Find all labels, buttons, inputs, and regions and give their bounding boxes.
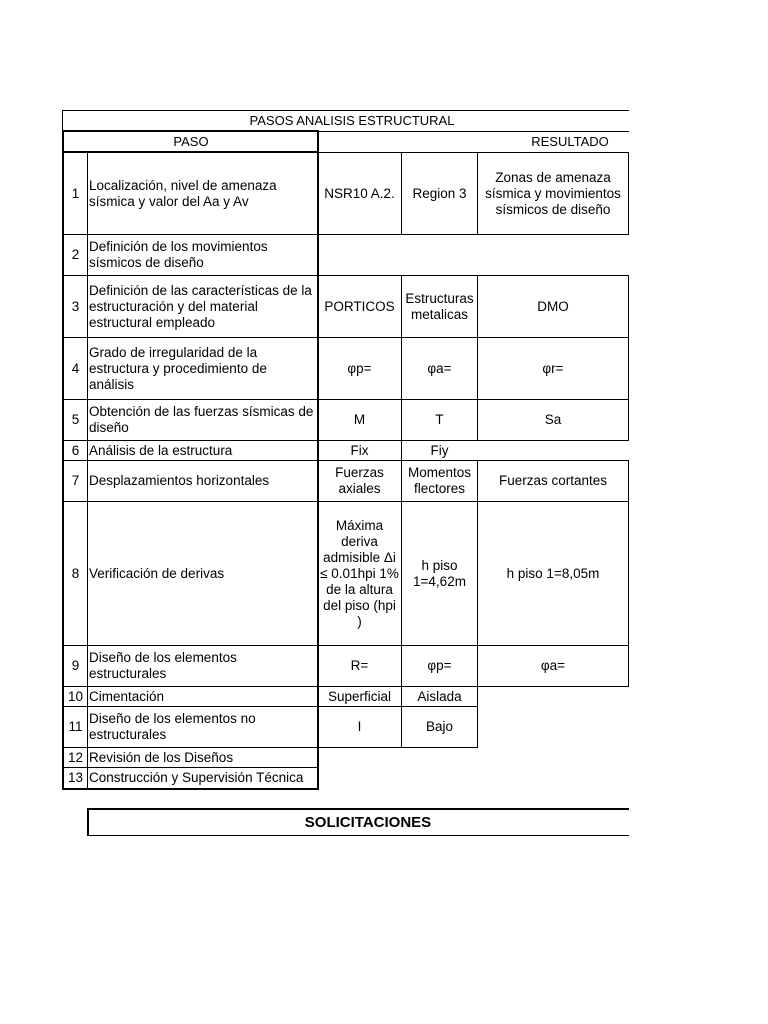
result-cell: h piso 1=4,62m	[413, 557, 466, 589]
result-cell: Fuerzas cortantes	[498, 473, 608, 488]
solicitaciones-title: SOLICITACIONES	[304, 814, 432, 831]
result-cell: Fiy	[430, 442, 449, 458]
row-paso: Definición de los movimientos sísmicos de diseño	[89, 239, 268, 270]
row-number: 12	[67, 749, 84, 765]
result-cell: PORTICOS	[324, 298, 395, 314]
result-cell: T	[435, 412, 444, 427]
result-cell: NSR10 A.2.	[324, 185, 395, 201]
result-cell: φr=	[542, 360, 564, 376]
result-cell: I	[357, 719, 362, 734]
row-number: 5	[71, 412, 80, 427]
result-cell: φa=	[540, 658, 566, 673]
result-cell: Superficial	[327, 688, 392, 704]
row-paso: Localización, nivel de amenaza sísmica y valor del Aa y Av	[89, 177, 277, 209]
row-number: 10	[67, 688, 84, 704]
result-cell: Fuerzas axiales	[335, 465, 384, 496]
result-cell: Momentos flectores	[407, 465, 472, 496]
row-number: 4	[71, 360, 80, 376]
row-number: 9	[71, 658, 80, 673]
result-cell: R=	[350, 658, 369, 673]
header-paso: PASO	[173, 133, 209, 149]
result-cell: DMO	[537, 298, 569, 314]
row-number: 2	[71, 247, 80, 262]
row-number: 11	[68, 719, 83, 734]
result-cell: Zonas de amenaza sísmica y movimientos sísmicos de diseño	[485, 169, 621, 217]
row-paso: Definición de las características de la estructuración y del material estructural empleado	[89, 282, 312, 330]
result-cell: Region 3	[412, 185, 467, 201]
result-cell: φp=	[347, 360, 372, 376]
result-cell: h piso 1=8,05m	[506, 565, 600, 581]
row-number: 1	[71, 185, 80, 201]
result-cell: M	[353, 412, 366, 427]
result-cell: Máxima deriva admisible Δi ≤ 0.01hpi 1% de la altura del piso (hpi )	[320, 517, 399, 629]
result-cell: Bajo	[425, 719, 454, 734]
result-cell: φa=	[427, 360, 452, 376]
row-number: 6	[71, 442, 80, 458]
row-paso: Grado de irregularidad de la estructura y procedimiento de análisis	[89, 344, 267, 392]
result-cell: Sa	[544, 412, 562, 427]
result-cell: Aislada	[417, 688, 462, 704]
result-cell: Estructuras metalicas	[405, 290, 474, 322]
row-paso: Desplazamientos horizontales	[89, 473, 270, 488]
row-paso: Análisis de la estructura	[89, 442, 233, 458]
row-paso: Verificación de derivas	[89, 565, 225, 581]
solicitaciones-bottom-border	[87, 835, 629, 836]
grid-line-bottom	[62, 788, 319, 790]
row-paso: Diseño de los elementos estructurales	[89, 650, 237, 681]
row-paso: Obtención de las fuerzas sísmicas de diseño	[89, 404, 314, 435]
row-paso: Cimentación	[89, 688, 165, 704]
header-resultado: RESULTADO	[531, 134, 609, 149]
grid-line-header-top	[62, 130, 319, 132]
row-number: 3	[71, 298, 80, 314]
row-paso: Construcción y Supervisión Técnica	[89, 770, 304, 785]
result-cell: Fix	[350, 442, 369, 458]
table-title: PASOS ANALISIS ESTRUCTURAL	[249, 112, 455, 128]
row-paso: Diseño de los elementos no estructurales	[89, 711, 256, 742]
result-cell: φp=	[427, 658, 452, 673]
row-paso: Revisión de los Diseños	[89, 749, 234, 765]
row-number: 7	[71, 473, 80, 488]
row-number: 8	[71, 565, 80, 581]
row-number: 13	[67, 770, 84, 785]
